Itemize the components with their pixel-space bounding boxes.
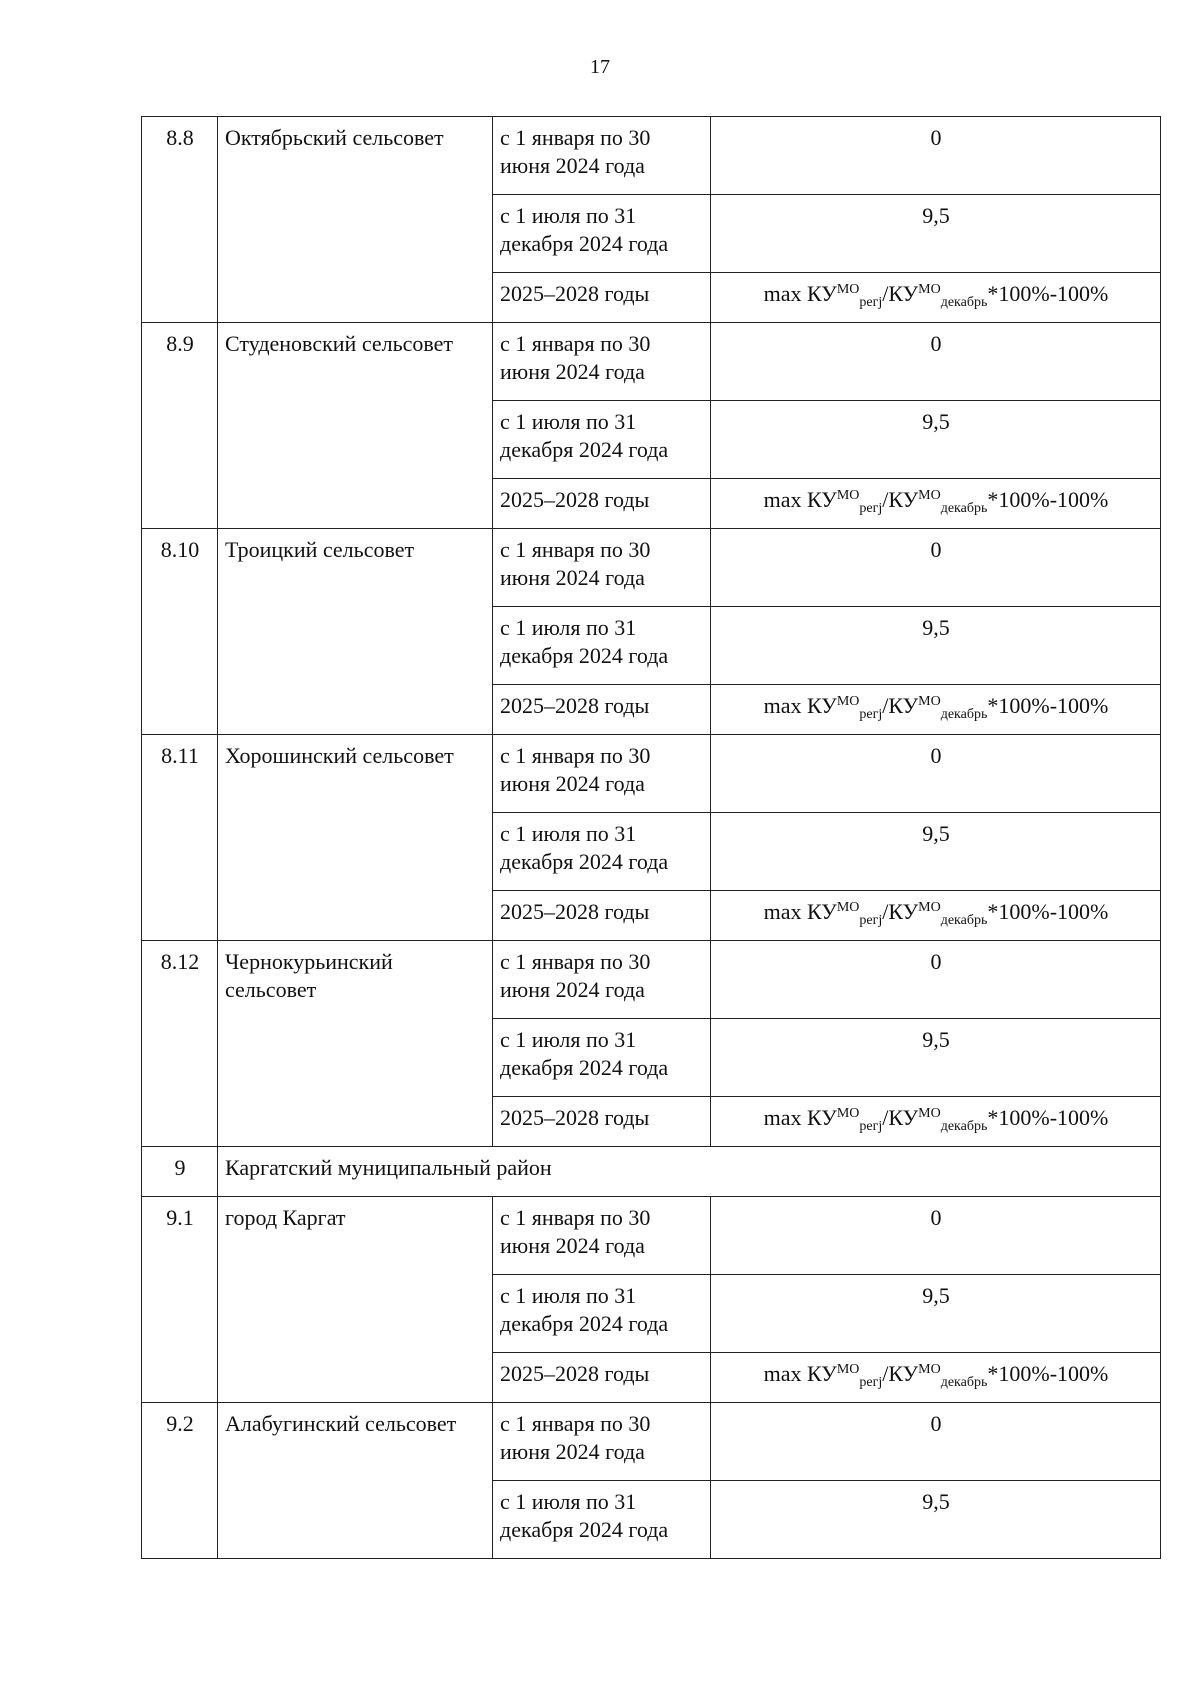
formula-cell xyxy=(711,1353,1161,1403)
formula-sub-1: регj xyxy=(859,707,883,722)
formula-sub-2: декабрь xyxy=(940,1375,988,1390)
settlement-name: Октябрьский сельсовет xyxy=(218,117,493,323)
value-cell: 0 xyxy=(711,529,1161,607)
formula-sup-2: МО xyxy=(918,1106,941,1121)
period-cell: 2025–2028 годы xyxy=(493,273,711,323)
formula-mid: /КУ xyxy=(882,1361,919,1386)
formula-sub-2: декабрь xyxy=(940,707,988,722)
table-row xyxy=(142,941,1161,1019)
value-cell: 9,5 xyxy=(711,1019,1161,1097)
formula-prefix: max КУ xyxy=(763,899,837,924)
formula-sub-1: регj xyxy=(859,1375,883,1390)
formula-suffix: *100%-100% xyxy=(987,281,1109,306)
formula-cell xyxy=(711,685,1161,735)
table-row xyxy=(142,323,1161,401)
value-cell: 0 xyxy=(711,117,1161,195)
formula-suffix: *100%-100% xyxy=(987,1361,1109,1386)
formula-suffix: *100%-100% xyxy=(987,1105,1109,1130)
value-cell: 9,5 xyxy=(711,1481,1161,1559)
table-row xyxy=(142,117,1161,195)
formula-mid: /КУ xyxy=(882,487,919,512)
formula-prefix: max КУ xyxy=(763,281,837,306)
table-body xyxy=(142,117,1161,1559)
period-cell: с 1 июля по 31 декабря 2024 года xyxy=(493,401,711,479)
formula-sup-2: МО xyxy=(918,694,941,709)
formula-prefix: max КУ xyxy=(763,1105,837,1130)
formula-sub-2: декабрь xyxy=(940,1119,988,1134)
period-cell: с 1 января по 30 июня 2024 года xyxy=(493,1403,711,1481)
period-cell: с 1 июля по 31 декабря 2024 года xyxy=(493,1481,711,1559)
formula-sup-2: МО xyxy=(918,488,941,503)
formula-sub-2: декабрь xyxy=(940,913,988,928)
row-number: 8.11 xyxy=(142,735,218,941)
formula-cell xyxy=(711,273,1161,323)
formula-mid: /КУ xyxy=(882,1105,919,1130)
formula-sup-1: МО xyxy=(836,488,860,503)
period-cell: 2025–2028 годы xyxy=(493,1353,711,1403)
table-row xyxy=(142,1403,1161,1481)
formula-sub-1: регj xyxy=(859,1119,883,1134)
formula-mid: /КУ xyxy=(882,693,919,718)
page-number: 17 xyxy=(590,56,610,78)
row-number: 9 xyxy=(142,1147,218,1197)
period-cell: с 1 января по 30 июня 2024 года xyxy=(493,941,711,1019)
formula-sub-1: регj xyxy=(859,295,883,310)
settlement-name: Студеновский сельсовет xyxy=(218,323,493,529)
tariff-table xyxy=(141,116,1161,1559)
settlement-name: Троицкий сельсовет xyxy=(218,529,493,735)
value-cell: 0 xyxy=(711,323,1161,401)
value-cell: 0 xyxy=(711,941,1161,1019)
formula-sub-1: регj xyxy=(859,501,883,516)
table-row xyxy=(142,735,1161,813)
period-cell: с 1 июля по 31 декабря 2024 года xyxy=(493,607,711,685)
settlement-name: Чернокурьинский сельсовет xyxy=(218,941,493,1147)
value-cell: 0 xyxy=(711,1197,1161,1275)
formula-suffix: *100%-100% xyxy=(987,487,1109,512)
table-row xyxy=(142,1197,1161,1275)
period-cell: с 1 июля по 31 декабря 2024 года xyxy=(493,813,711,891)
formula-sub-2: декабрь xyxy=(940,501,988,516)
row-number: 8.8 xyxy=(142,117,218,323)
formula-sub-1: регj xyxy=(859,913,883,928)
period-cell: с 1 января по 30 июня 2024 года xyxy=(493,1197,711,1275)
period-cell: 2025–2028 годы xyxy=(493,479,711,529)
period-cell: с 1 января по 30 июня 2024 года xyxy=(493,323,711,401)
period-cell: 2025–2028 годы xyxy=(493,685,711,735)
period-cell: с 1 января по 30 июня 2024 года xyxy=(493,529,711,607)
formula-suffix: *100%-100% xyxy=(987,693,1109,718)
row-number: 8.12 xyxy=(142,941,218,1147)
row-number: 8.9 xyxy=(142,323,218,529)
period-cell: с 1 января по 30 июня 2024 года xyxy=(493,735,711,813)
settlement-name: Хорошинский сельсовет xyxy=(218,735,493,941)
value-cell: 9,5 xyxy=(711,813,1161,891)
row-number: 9.2 xyxy=(142,1403,218,1559)
formula-sup-1: МО xyxy=(836,1362,860,1377)
period-cell: с 1 января по 30 июня 2024 года xyxy=(493,117,711,195)
formula-prefix: max КУ xyxy=(763,487,837,512)
row-number: 9.1 xyxy=(142,1197,218,1403)
formula-sup-2: МО xyxy=(918,900,941,915)
formula-sup-1: МО xyxy=(836,694,860,709)
formula-suffix: *100%-100% xyxy=(987,899,1109,924)
formula-sub-2: декабрь xyxy=(940,295,988,310)
formula-mid: /КУ xyxy=(882,899,919,924)
formula-sup-2: МО xyxy=(918,1362,941,1377)
formula-cell xyxy=(711,479,1161,529)
value-cell: 9,5 xyxy=(711,607,1161,685)
formula-cell xyxy=(711,1097,1161,1147)
formula-cell xyxy=(711,891,1161,941)
row-number: 8.10 xyxy=(142,529,218,735)
formula-prefix: max КУ xyxy=(763,1361,837,1386)
value-cell: 0 xyxy=(711,735,1161,813)
settlement-name: город Каргат xyxy=(218,1197,493,1403)
table-row xyxy=(142,529,1161,607)
period-cell: с 1 июля по 31 декабря 2024 года xyxy=(493,1275,711,1353)
value-cell: 0 xyxy=(711,1403,1161,1481)
formula-sup-1: МО xyxy=(836,1106,860,1121)
value-cell: 9,5 xyxy=(711,1275,1161,1353)
period-cell: 2025–2028 годы xyxy=(493,891,711,941)
value-cell: 9,5 xyxy=(711,195,1161,273)
period-cell: с 1 июля по 31 декабря 2024 года xyxy=(493,1019,711,1097)
period-cell: 2025–2028 годы xyxy=(493,1097,711,1147)
formula-mid: /КУ xyxy=(882,281,919,306)
table-row-district xyxy=(142,1147,1161,1197)
period-cell: с 1 июля по 31 декабря 2024 года xyxy=(493,195,711,273)
formula-sup-2: МО xyxy=(918,282,941,297)
formula-sup-1: МО xyxy=(836,282,860,297)
district-name: Каргатский муниципальный район xyxy=(218,1147,1161,1197)
formula-prefix: max КУ xyxy=(763,693,837,718)
settlement-name: Алабугинский сельсовет xyxy=(218,1403,493,1559)
formula-sup-1: МО xyxy=(836,900,860,915)
value-cell: 9,5 xyxy=(711,401,1161,479)
